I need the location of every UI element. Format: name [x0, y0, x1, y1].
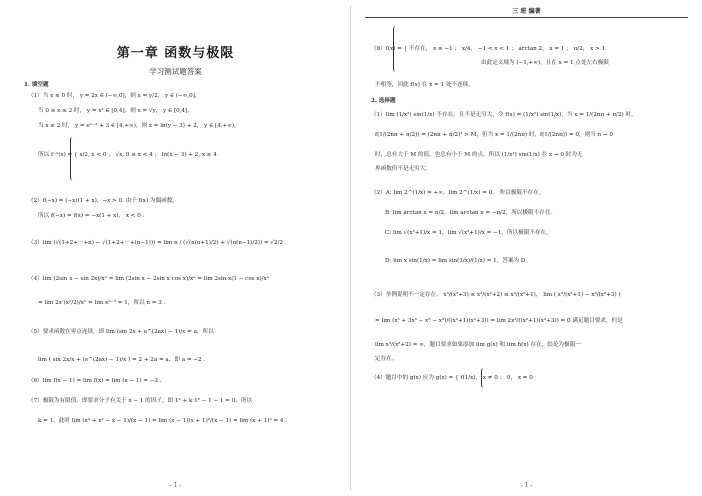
text-line: lim x³/(x²+2) = ∞，题目要求如果添加 lim g(x) 和 lim h(x) 存在，结论为极限一	[375, 342, 581, 348]
page-number: - 1 -	[520, 482, 533, 489]
text-line: （7）极限为有限值，即要求分子有关于 x − 1 的因子，即 1² + k·1² − 1 − 1 = 0，所以	[28, 398, 253, 404]
text-line: （2）A: lim 2^(1/x) = +∞，lim 2^(1/x) = 0， 所以极限不存在。	[371, 190, 545, 196]
text-line: （5）要求函数在零点连续，即 lim (sin 2x + e^(2ax) − 1)/x = a，所以	[28, 329, 214, 335]
text-line: = lim (x⁵ + 3x³ − x⁵ − x³)/((x²+1)(x²+3)) = lim 2x³/((x²+1)(x²+3)) = 0 满足题目要求，但是	[375, 318, 623, 324]
right-page	[351, 0, 702, 496]
text-line: 所以 f(−x) = f(x) = −x(1 + x)， x < 0 .	[38, 213, 145, 219]
text-line: lim ( sin 2x/x + (e^(2ax) − 1)/x ) = 2 + 2a = a，即 a = −2 .	[38, 357, 206, 363]
text-line: 界函数但不是无穷大。	[375, 166, 431, 172]
text-line: k = 1，此时 lim (x³ + x² − x − 1)/(x − 1) = lim (x − 1)(x + 1)²/(x − 1) = lim (x + 1)² = 4 .	[38, 418, 288, 424]
section-heading-fill: 1. 填空题	[24, 82, 49, 88]
text-line: 定存在。	[375, 356, 398, 362]
section-heading-choice: 2. 选择题	[371, 98, 396, 104]
text-line: （4）题目中的 g(x) 应为 g(x) = { f(1/x)， x ≠ 0 ； 0， x = 0	[371, 375, 533, 381]
text-line: （4）lim (2sin x − sin 2x)/xⁿ = lim (2sin x − 2sin x cos x)/xⁿ = lim 2sin x(1 − cos x)/xⁿ	[28, 276, 270, 282]
text-line: 所以 f⁻¹(x) = { x/2, x < 0 ； √x, 0 ≤ x < 4 ； ln(x − 3) + 2, x ≥ 4	[38, 152, 217, 158]
page-number: - 1 -	[169, 482, 182, 489]
header-rule	[365, 17, 688, 18]
text-line: B: lim arctan x = π/2，lim arctan x = −π/2，所以极限不存在。	[385, 210, 556, 216]
text-line: 由此定义域为 (−1,+∞)，且在 x = 1 点处左右极限	[481, 60, 609, 66]
text-line: （1）当 x ≤ 0 时， y = 2x ∈ (−∞,0]，则 x = y/2， y ∈ (−∞,0]，	[28, 93, 201, 99]
page-header: 三 班 编著	[512, 8, 541, 15]
text-line: （2）f(−x) = (−x)(1 + x)，−x > 0. 由于 f(x) 为偶函数，	[28, 198, 178, 204]
subtitle: 学习测试题答案	[149, 67, 202, 76]
text-line: 时，总有大于 M 的值，也总有小于 M 的点，所以 (1/x²) sin(1/x) 在 x → 0 时为无	[375, 152, 583, 158]
text-line: （3）举例说明不一定存在， x³/(x²+3) ≤ x³/(x²+2) ≤ x³/(x²+1)， lim ( x³/(x²+1) − x³/(x²+3) )	[371, 292, 621, 298]
piecewise-brace	[70, 137, 75, 181]
text-line: 当 0 ≤ x ≤ 2 时， y = x² ∈ [0,4]；则 x = √y， y ∈ [0,4]，	[38, 108, 193, 114]
text-line: （6）lim f(x − 1) = lim f(x) = lim (x − 1) = −2 .	[28, 378, 162, 384]
text-line: C: lim √(x²+1)/x = 1，lim √(x²+1)/x = −1，所以极限不存在。	[385, 230, 552, 236]
text-line: （3）lim (√(1+2+⋯+n) − √(1+2+⋯+(n−1))) = lim n / (√(n(n+1)/2) + √(n(n−1)/2)) = √2/2 .	[28, 240, 287, 246]
chapter-title: 第一章 函数与极限	[116, 46, 235, 61]
text-line: D: lim x sin(1/x) = lim sin(1/x)/(1/x) = 1，答案为 D。	[385, 258, 531, 264]
text-line: （1）lim (1/x²) sin(1/x) 不存在，且不是无穷大，令 f(x) = (1/x²) sin(1/x)，当 x = 1/(2nπ + π/2) 时，	[371, 112, 637, 118]
text-line: f(1/(2nπ + π/2)) = (2nπ + π/2)² > M，但当 x = 1/(2nπ) 时，f(1/(2nπ)) = 0，则当 n → 0	[375, 132, 613, 138]
text-line: 不相等，因此 f(x) 在 x = 1 处不连续。	[375, 82, 474, 88]
text-line: = lim 2x·(x²/2)/xⁿ = lim xⁿ⁻³ = 1，所以 n = 3 .	[38, 300, 166, 306]
text-line: （8）f(x) = { 不存在， x ≤ −1 ； x/4， −1 < x < 1 ； arctan 2， x = 1 ； π/2， x > 1	[371, 46, 606, 52]
text-line: 当 x ≥ 2 时， y = eˣ⁻² + 3 ∈ [4,+∞)，则 x = ln(y − 3) + 2， y ∈ [4,+∞)，	[38, 123, 240, 129]
